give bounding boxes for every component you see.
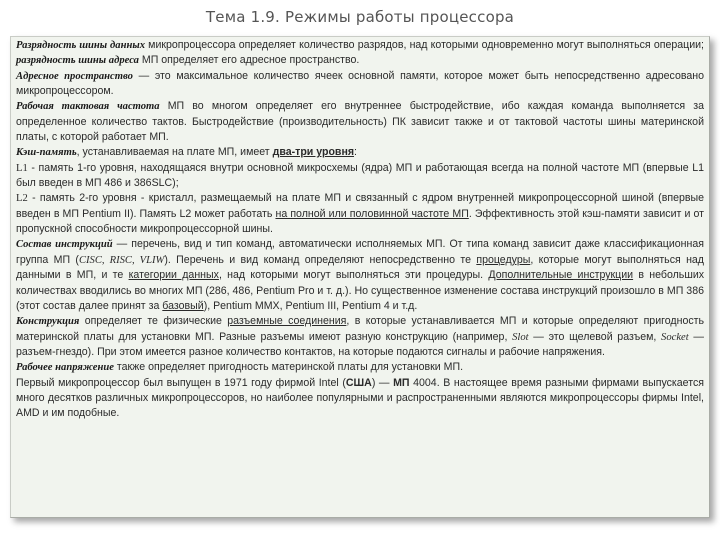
text: — перечень, вид и тип команд, автоматически исполняемых МП. От типа команд зависит даже классификационная группа МП ( — [16, 238, 704, 266]
underlined-text: два-три уровня — [272, 146, 355, 159]
bold-text: МП — [393, 376, 410, 389]
underlined-text: процедуры — [476, 253, 531, 266]
underlined-text: категории данных — [128, 269, 219, 282]
text: : — [354, 146, 357, 159]
text: в небольших количествах вводились во многих МП (286, 486, Pentium Pro и т. д.). Но существенное изменение состава инструкций произошло в МП 386 (этот состав далее принят за — [16, 269, 705, 312]
l2-label: L2 — [16, 193, 28, 205]
term-address-space: Адресное пространство — [16, 70, 133, 82]
paragraph-cache — [16, 145, 704, 160]
paragraph-l1 — [16, 161, 704, 192]
text: также определяет пригодность материнской платы для установки МП. — [113, 361, 464, 374]
text: , устанавливаемая на плате МП, имеет — [76, 146, 273, 159]
text: 4004. В настоящее время разными фирмами выпускается много десятков различных микропроцессоров, но наиболее популярными и распространенными являются микропроцессоры фирмы Intel, AMD и им подобные. — [16, 376, 704, 420]
text: - память 1-го уровня, находящаяся внутри основной микросхемы (ядра) МП и работающая всегда на полной частоте МП (впервые L1 был введен в МП 486 и 386SLC); — [16, 161, 704, 190]
paragraph-history — [16, 376, 704, 422]
underlined-text: Дополнительные инструкции — [488, 269, 634, 282]
text: ). Перечень и вид команд определяют непосредственно те — [164, 253, 477, 266]
text: , в которые устанавливается МП и которые определяют пригодность материнской платы для установки МП. Разные разъемы имеют разную конструкцию (например, — [16, 315, 704, 343]
l1-label: L1 — [16, 162, 28, 174]
text: ) — — [371, 376, 394, 389]
term-cache: Кэш-память — [16, 147, 77, 159]
slide-title: Тема 1.9. Режимы работы процессора — [205, 8, 515, 26]
italic-text: Socket — [661, 331, 689, 343]
term-data-bus-width: Разрядность шины данных — [16, 40, 145, 51]
text: — разъем-гнездо). При этом имеется разное количество контактов, на которые подаются сигналы и рабочие напряжения. — [16, 330, 704, 358]
italic-text: Slot — [512, 331, 529, 343]
underlined-text: базовый — [162, 299, 204, 312]
paragraph-construction — [16, 314, 704, 360]
italic-text: CISC, RISC, VLIW — [78, 254, 165, 266]
text: — это максимальное количество ячеек основной памяти, которое может быть непосредственно адресовано микропроцессором. — [16, 69, 704, 98]
text: Первый микропроцессор был выпущен в 1971 году фирмой Intel ( — [16, 376, 346, 389]
underlined-text: на полной или половинной частоте МП — [275, 207, 469, 220]
text: микропроцессора определяет количество разрядов, над которыми одновременно могут выполняться операции; — [145, 39, 704, 51]
text: , над которыми могут выполняться эти процедуры. — [218, 269, 489, 282]
term-construction: Конструкция — [16, 316, 80, 328]
text: МП определяет его адресное пространство. — [138, 54, 360, 67]
slide-body — [16, 38, 704, 422]
text: . Эффективность этой кэш-памяти зависит и от пропускной способности микропроцессорной шины. — [16, 207, 705, 236]
term-clock-frequency: Рабочая тактовая частота — [16, 101, 160, 113]
term-voltage: Рабочее напряжение — [16, 362, 114, 374]
text: — это щелевой разъем, — [528, 330, 662, 343]
text: ), Pentium MMX, Pentium III, Pentium 4 и т.д. — [203, 299, 418, 312]
paragraph-bus-width — [16, 38, 704, 69]
underlined-text: разъемные соединения — [227, 315, 347, 328]
text: - память 2-го уровня - кристалл, размещаемый на плате МП и связанный с ядром внутренней микропроцессорной шиной (впервые введен в МП Pentium II). Память L2 может работать — [16, 192, 704, 220]
bold-text: США — [345, 376, 372, 389]
term-address-bus-width: разрядность шины адреса — [16, 55, 139, 67]
paragraph-address-space — [16, 69, 704, 100]
paragraph-voltage — [16, 360, 704, 375]
term-instruction-set: Состав инструкций — [16, 239, 113, 251]
text: МП во многом определяет его внутреннее быстродействие, ибо каждая команда выполняется за определенное количество тактов. Быстродействие (производительность) ПК зависит также и от тактовой частоты шины материнской платы, с которой работает МП. — [16, 100, 704, 144]
paragraph-clock-frequency — [16, 99, 704, 145]
text: определяет те физические — [79, 315, 228, 328]
paragraph-l2 — [16, 191, 704, 237]
text: , которые могут выполняться над данными в МП, и те — [16, 253, 704, 282]
paragraph-instruction-set — [16, 237, 704, 314]
